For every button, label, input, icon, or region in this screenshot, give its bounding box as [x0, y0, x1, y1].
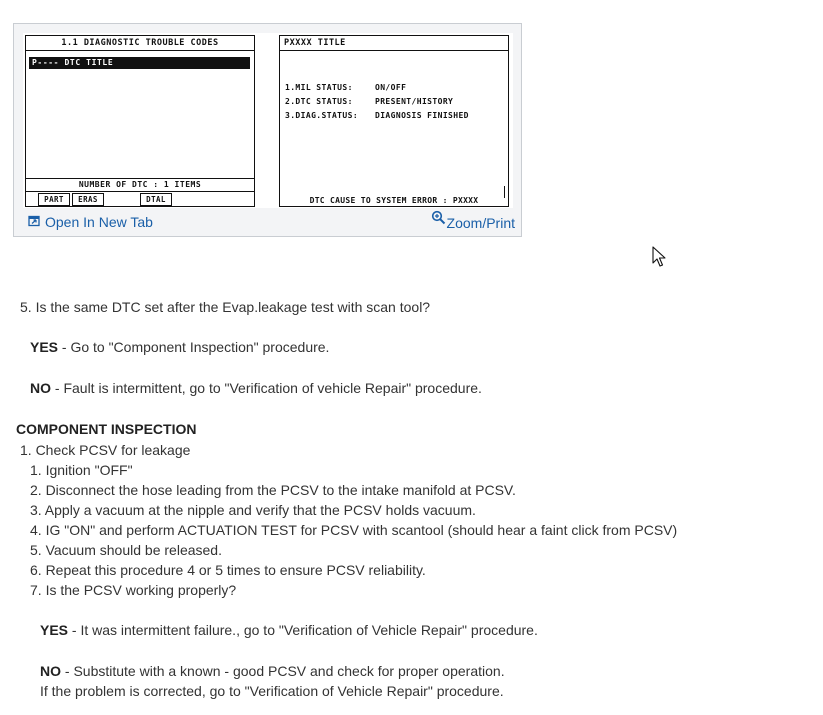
status-key: 3.DIAG.STATUS: — [285, 111, 359, 120]
substep-item: 5. Vacuum should be released. — [30, 542, 222, 558]
dtc-list-title: 1.1 DIAGNOSTIC TROUBLE CODES — [26, 36, 254, 51]
status-key: 2.DTC STATUS: — [285, 97, 353, 106]
substep-item: 4. IG "ON" and perform ACTUATION TEST for PCSV with scantool (should hear a faint click from PCSV) — [30, 522, 678, 538]
no-text: - Substitute with a known - good PCSV and check for proper operation. — [61, 663, 505, 679]
dtc-count: NUMBER OF DTC : 1 ITEMS — [26, 178, 254, 191]
status-line — [285, 95, 469, 109]
status-line — [285, 81, 469, 95]
step5-yes — [30, 338, 329, 356]
dtc-detail-title: PXXXX TITLE — [280, 36, 508, 51]
scan-tool-screens — [23, 33, 513, 208]
mouse-pointer-icon — [652, 246, 666, 273]
no-label: NO — [40, 663, 61, 679]
eras-key: ERAS — [72, 193, 104, 206]
yes-label: YES — [40, 622, 69, 638]
dtc-function-keys — [26, 191, 254, 206]
inspection-no — [40, 662, 505, 680]
zoom-print-link[interactable] — [431, 214, 515, 232]
section-heading: COMPONENT INSPECTION — [16, 421, 197, 437]
status-value: ON/OFF — [375, 83, 407, 92]
substep-item: 1. Ignition "OFF" — [30, 462, 133, 478]
yes-text: - Go to "Component Inspection" procedure. — [58, 339, 330, 355]
inspection-yes — [40, 621, 538, 639]
dtc-detail-screen — [279, 35, 509, 207]
no-label: NO — [30, 380, 51, 396]
open-in-new-tab-label: Open In New Tab — [45, 214, 153, 230]
inspection-no-followup: If the problem is corrected, go to "Verification of Vehicle Repair" procedure. — [40, 683, 504, 699]
dtc-selected-row: P---- DTC TITLE — [29, 57, 250, 69]
substep-item: 3. Apply a vacuum at the nipple and verify that the PCSV holds vacuum. — [30, 502, 476, 518]
status-line — [285, 109, 469, 123]
yes-text: - It was intermittent failure., go to "Verification of Vehicle Repair" procedure. — [68, 622, 538, 638]
substep-item: 6. Repeat this procedure 4 or 5 times to ensure PCSV reliability. — [30, 562, 426, 578]
substep-item: 7. Is the PCSV working properly? — [30, 582, 237, 598]
status-key: 1.MIL STATUS: — [285, 83, 353, 92]
substep-item: 2. Disconnect the hose leading from the PCSV to the intake manifold at PCSV. — [30, 482, 516, 498]
step5-no — [30, 379, 482, 397]
dtal-key: DTAL — [140, 193, 172, 206]
no-text: - Fault is intermittent, go to "Verification of vehicle Repair" procedure. — [51, 380, 482, 396]
open-in-new-tab-icon — [28, 214, 40, 230]
step1-title: 1. Check PCSV for leakage — [20, 442, 191, 458]
dtc-cause-text: DTC CAUSE TO SYSTEM ERROR : PXXXX — [309, 196, 479, 205]
status-value: PRESENT/HISTORY — [375, 97, 454, 106]
diagnostic-figure — [13, 23, 522, 237]
zoom-print-label: Zoom/Print — [446, 215, 515, 231]
open-in-new-tab-link[interactable] — [28, 214, 153, 230]
magnifier-zoom-icon — [431, 210, 446, 228]
status-list — [285, 81, 469, 123]
part-key: PART — [38, 193, 70, 206]
screen-edge-mark — [504, 186, 506, 198]
step5-question: 5. Is the same DTC set after the Evap.leakage test with scan tool? — [20, 299, 431, 315]
yes-label: YES — [30, 339, 59, 355]
dtc-list-screen — [25, 35, 255, 207]
status-value: DIAGNOSIS FINISHED — [375, 111, 469, 120]
